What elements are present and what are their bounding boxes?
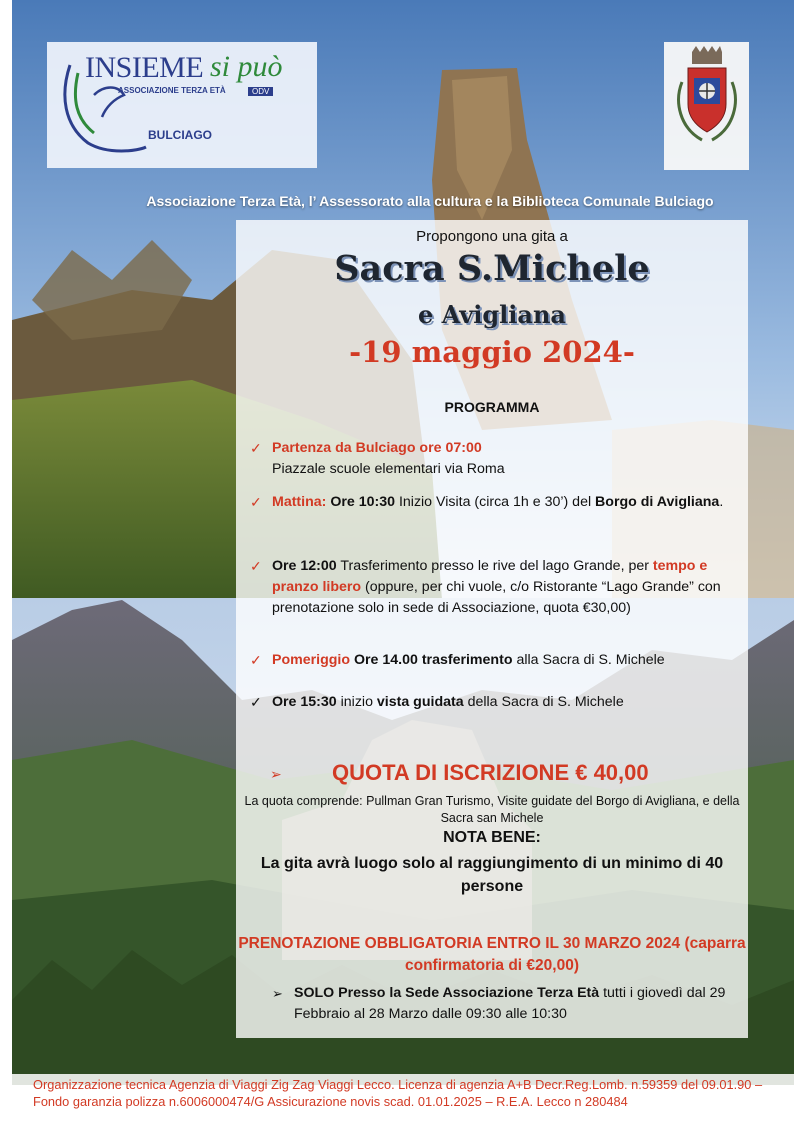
trip-date: -19 maggio 2024- bbox=[349, 335, 635, 369]
booking-place: SOLO Presso la Sede Associazione Terza Età bbox=[294, 985, 600, 1001]
morning-place: Borgo di Avigliana bbox=[595, 494, 720, 510]
nota-heading: NOTA BENE: bbox=[443, 829, 541, 846]
visit-time: Ore 15:30 bbox=[272, 694, 337, 710]
checkmark-icon: ✓ bbox=[250, 652, 262, 668]
afternoon-time: Ore 14.00 trasferimento bbox=[350, 652, 513, 668]
program-item-visit bbox=[250, 692, 742, 713]
logo-subtitle: ASSOCIAZIONE TERZA ETÀ bbox=[118, 86, 226, 95]
lunch-text: Trasferimento presso le rive del lago Grande, per bbox=[336, 558, 653, 574]
lunch-highlight: tempo e pranzo libero bbox=[272, 558, 708, 595]
morning-label: Mattina: bbox=[272, 494, 327, 510]
booking-schedule: tutti i giovedì dal 29 Febbraio al 28 Marzo dalle 09:30 alle 10:30 bbox=[294, 985, 726, 1022]
arrow-icon: ➢ bbox=[270, 766, 282, 782]
municipal-crest bbox=[664, 42, 749, 170]
arrow-icon: ➢ bbox=[272, 986, 283, 1001]
quota-description: La quota comprende: Pullman Gran Turismo, Visite guidate del Borgo di Avigliana, e della Sacra san Michele bbox=[244, 794, 740, 825]
program-item-departure bbox=[250, 438, 742, 480]
crest-icon bbox=[664, 42, 749, 170]
nota-text: La gita avrà luogo solo al raggiungimento di un minimo di 40 persone bbox=[260, 855, 724, 895]
program-item-lunch bbox=[250, 556, 742, 619]
morning-end: . bbox=[719, 494, 724, 510]
visit-highlight: vista guidata bbox=[376, 694, 464, 710]
departure-place: Piazzale scuole elementari via Roma bbox=[272, 461, 505, 477]
organizers-line: Associazione Terza Età, l’ Assessorato alla cultura e la Biblioteca Comunale Bulciago bbox=[146, 193, 714, 209]
checkmark-icon: ✓ bbox=[250, 558, 262, 574]
visit-place: della Sacra di S. Michele bbox=[463, 694, 624, 710]
logo-script-text: si può bbox=[210, 50, 283, 83]
program-heading: PROGRAMMA bbox=[444, 399, 540, 415]
trip-subtitle: e Avigliana bbox=[418, 300, 566, 329]
program-item-afternoon bbox=[250, 650, 742, 671]
lunch-details: (oppure, per chi vuole, c/o Ristorante “Lago Grande” con prenotazione solo in sede di Associazione, quota €30,00) bbox=[272, 579, 721, 616]
checkmark-icon: ✓ bbox=[250, 494, 262, 510]
booking-info bbox=[272, 983, 744, 1025]
intro-text: Propongono una gita a bbox=[416, 228, 568, 245]
logo-odv-badge: ODV bbox=[248, 87, 273, 96]
program-item-morning bbox=[250, 492, 742, 513]
booking-notice: PRENOTAZIONE OBBLIGATORIA ENTRO IL 30 MARZO 2024 (caparra confirmatoria di €20,00) bbox=[238, 935, 746, 974]
departure-time: Partenza da Bulciago ore 07:00 bbox=[272, 440, 482, 456]
logo-town: BULCIAGO bbox=[148, 128, 212, 142]
morning-text: Inizio Visita (circa 1h e 30’) del bbox=[395, 494, 596, 510]
checkmark-icon: ✓ bbox=[250, 694, 262, 710]
afternoon-text: alla Sacra di S. Michele bbox=[512, 652, 665, 668]
afternoon-label: Pomeriggio bbox=[272, 652, 351, 668]
checkmark-icon: ✓ bbox=[250, 440, 262, 456]
morning-time: Ore 10:30 bbox=[326, 494, 396, 510]
trip-title: Sacra S.Michele bbox=[334, 248, 650, 289]
footer-text: Organizzazione tecnica Agenzia di Viaggi Zig Zag Viaggi Lecco. Licenza di agenzia A+B Decr.Reg.Lomb. n.59359 del 09.01.90 – Fondo garanzia polizza n.6006000474/G Assicurazione novis scad. 01.01.2025 – R.E.A. Lecco n 280484 bbox=[33, 1077, 763, 1109]
lunch-time: Ore 12:00 bbox=[272, 558, 337, 574]
visit-text: inizio bbox=[336, 694, 377, 710]
logo-name: INSIEME bbox=[85, 51, 204, 84]
quota-title: QUOTA DI ISCRIZIONE € 40,00 bbox=[332, 760, 649, 785]
